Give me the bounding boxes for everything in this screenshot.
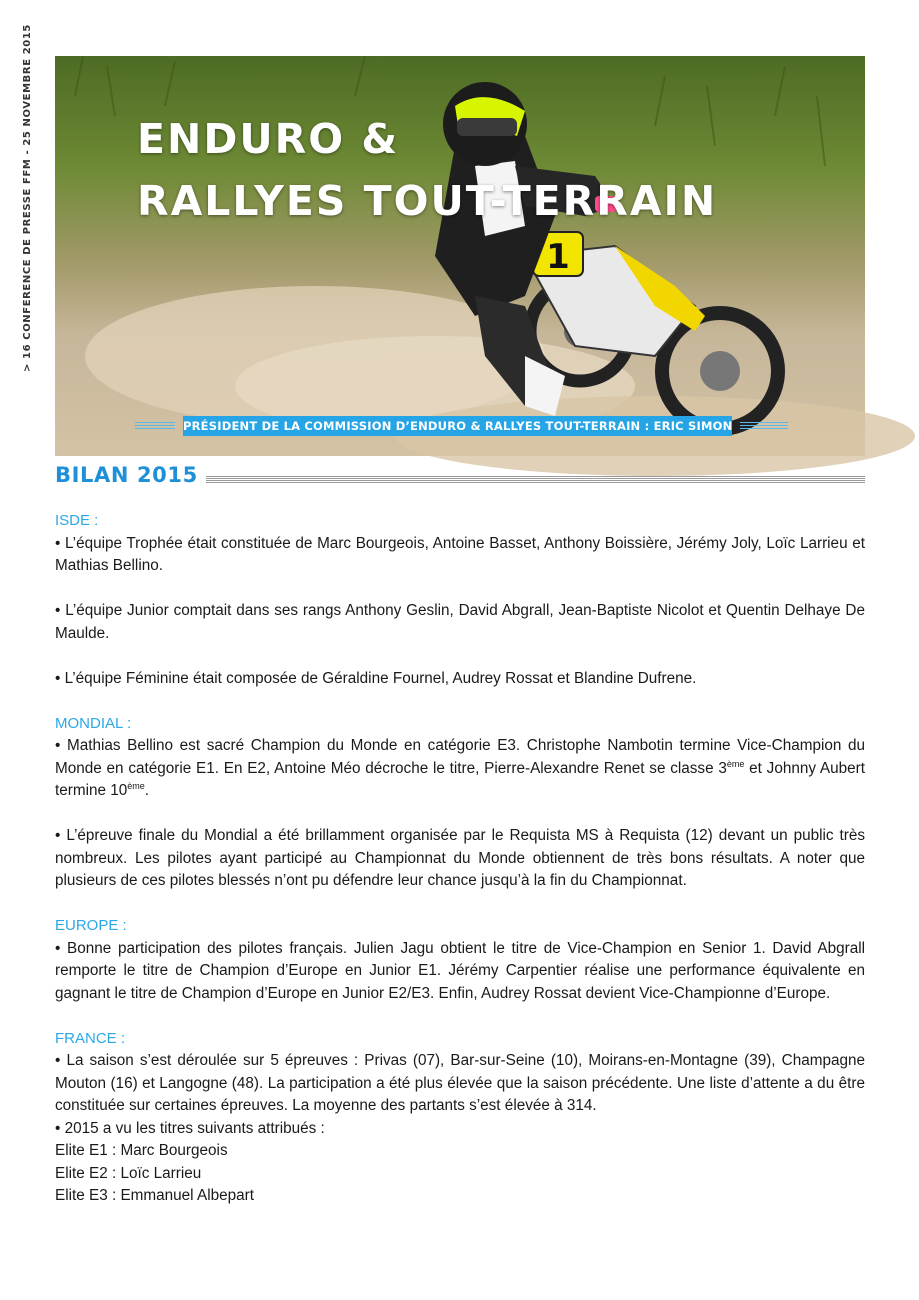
mondial-p1-part-b: et Johnny Aubert termine 10 [55,759,866,799]
section-title: BILAN 2015 [55,463,198,487]
article-body [55,510,865,1208]
banner-dash-right [740,422,788,430]
president-banner [135,416,785,436]
france-paragraph-2: • 2015 a vu les titres suivants attribués : [55,1119,325,1137]
heading-europe: EUROPE : [55,917,127,934]
mondial-paragraph-2: • L’épreuve finale du Mondial a été brillamment organisée par le Requista MS à Requista (12) devant un public très nombreux. Les pilotes ayant participé au Championnat du Monde obtiennent de très bons résultats. A noter que plusieurs de ces pilotes blessés n’ont pu défendre leur chance jusqu’à la fin du Championnat. [55,827,865,889]
sidebar-text: > 16 CONFERENCE DE PRESSE FFM - 25 NOVEMBRE 2015 [22,24,33,372]
section-rule [206,476,865,483]
photo-credit: Crédit photo : Mathieu Talaisset [873,159,884,318]
mondial-p1-sup-1: ème [726,758,745,769]
title-line-e3: Elite E3 : Emmanuel Albepart [55,1187,254,1204]
mondial-p1-part-a: • Mathias Bellino est sacré Champion du Monde en catégorie E3. Christophe Nambotin termine Vice-Champion du Monde en catégorie E1. En E2, Antoine Méo décroche le titre, Pierre-Alexandre Renet se classe 3 [55,737,865,777]
rider-number: 1 [546,237,570,277]
isde-paragraph-1: • L’équipe Trophée était constituée de Marc Bourgeois, Antoine Basset, Anthony Boissière, Jérémy Joly, Loïc Larrieu et Mathias Bellino. [55,534,865,574]
isde-paragraph-2: • L’équipe Junior comptait dans ses rangs Anthony Geslin, David Abgrall, Jean-Baptiste Nicolot et Quentin Delhaye De Maulde. [55,602,865,642]
mondial-p1-part-c: . [144,782,150,799]
hero-title-line-1: ENDURO & [137,115,400,163]
mondial-p1-sup-2: ème [127,780,145,791]
isde-paragraph-3: • L’équipe Féminine était composée de Géraldine Fournel, Audrey Rossat et Blandine Dufrene. [55,669,697,687]
president-label: PRÉSIDENT DE LA COMMISSION D’ENDURO & RALLYES TOUT-TERRAIN : ERIC SIMON [183,416,732,436]
heading-mondial: MONDIAL : [55,714,132,732]
hero-title-line-2: RALLYES TOUT-TERRAIN [137,177,718,225]
europe-paragraph-1: • Bonne participation des pilotes français. Julien Jagu obtient le titre de Vice-Champion en Senior 1. David Abgrall remporte le titre de Champion d’Europe en Junior E1. Jérémy Carpentier réalise une performance équivalente en gagnant le titre de Champion d’Europe en Junior E2/E3. Enfin, Audrey Rossat devient Vice-Championne d’Europe. [55,939,865,1002]
title-line-e2: Elite E2 : Loïc Larrieu [55,1164,202,1182]
mondial-paragraph-1 [55,735,865,803]
banner-dash-left [135,422,175,430]
france-paragraph-1: • La saison s’est déroulée sur 5 épreuves : Privas (07), Bar-sur-Seine (10), Moirans-en-Montagne (39), Champagne Mouton (16) et Langogne (48). La participation a été plus élevée que la saison précédente. Une liste d’attente a du être constituée sur certaines épreuves. La moyenne des partants s’est élevée à 314. [55,1052,865,1114]
heading-isde: ISDE : [55,512,99,529]
hero-title [137,108,717,232]
heading-france: FRANCE : [55,1029,126,1047]
section-header [55,462,865,488]
title-line-e1: Elite E1 : Marc Bourgeois [55,1142,228,1159]
hero-photo [55,56,884,456]
